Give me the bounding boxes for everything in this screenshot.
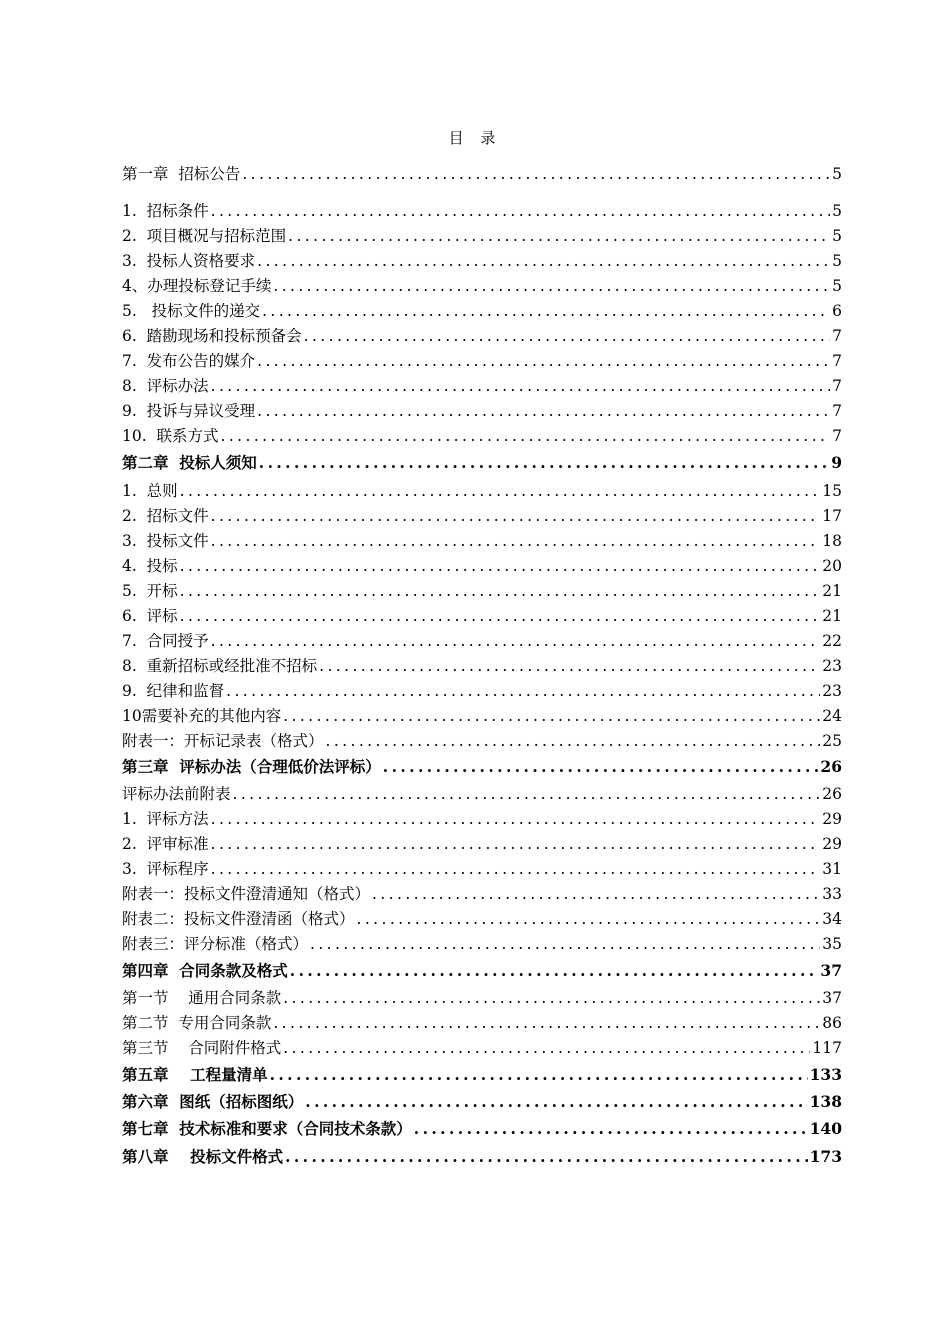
- toc-dot-leader: [211, 530, 821, 552]
- toc-entry[interactable]: [122, 325, 842, 347]
- toc-dot-leader: [257, 350, 830, 372]
- toc-entry-label: 第八章 投标文件格式: [122, 1147, 284, 1166]
- toc-entry-label: 第二章 投标人须知: [122, 453, 257, 472]
- toc-entry-label: 第四章 合同条款及格式: [122, 961, 288, 980]
- toc-entry-label: 第七章 技术标准和要求（合同技术条款）: [122, 1119, 412, 1138]
- toc-entry[interactable]: [122, 833, 842, 855]
- toc-page-number: 26: [822, 785, 842, 803]
- toc-entry[interactable]: [122, 1037, 842, 1059]
- toc-page-number: 5: [832, 202, 842, 220]
- toc-entry-label: 1. 评标方法: [122, 810, 209, 828]
- toc-entry[interactable]: [122, 808, 842, 830]
- toc-dot-leader: [211, 833, 821, 855]
- toc-entry-label: 10需要补充的其他内容: [122, 707, 282, 725]
- toc-dot-leader: [211, 858, 821, 880]
- toc-dot-leader: [273, 1012, 820, 1034]
- toc-page-number: 133: [809, 1065, 842, 1084]
- toc-entry-label: 第一章 招标公告: [122, 165, 241, 183]
- toc-entry-label: 2. 项目概况与招标范围: [122, 227, 287, 245]
- toc-entry-label: 附表一：投标文件澄清通知（格式）: [122, 885, 371, 903]
- toc-page-number: 17: [822, 507, 842, 525]
- toc-page-number: 26: [820, 757, 842, 776]
- toc-dot-leader: [273, 275, 830, 297]
- toc-chapter-entry[interactable]: [122, 960, 842, 982]
- toc-entry-label: 6. 评标: [122, 607, 178, 625]
- toc-chapter-entry[interactable]: [122, 1091, 842, 1113]
- toc-entry-label: 2. 招标文件: [122, 507, 209, 525]
- toc-entry[interactable]: [122, 630, 842, 652]
- toc-entry-label: 9. 投诉与异议受理: [122, 402, 256, 420]
- toc-page-number: 37: [822, 989, 842, 1007]
- toc-entry-label: 5. 开标: [122, 582, 178, 600]
- toc-page-number: 5: [832, 277, 842, 295]
- toc-entry-label: 评标办法前附表: [122, 785, 231, 803]
- toc-entry-label: 3. 投标人资格要求: [122, 252, 256, 270]
- toc-page-number: 24: [822, 707, 842, 725]
- toc-dot-leader: [233, 783, 821, 805]
- toc-entry[interactable]: [122, 375, 842, 397]
- toc-dot-leader: [372, 883, 820, 905]
- toc-entry-label: 4、办理投标登记手续: [122, 277, 272, 295]
- toc-entry-label: 8. 重新招标或经批准不招标: [122, 657, 318, 675]
- toc-page-number: 7: [832, 427, 842, 445]
- toc-entry-label: 7. 合同授予: [122, 632, 209, 650]
- toc-chapter-entry[interactable]: [122, 1118, 842, 1140]
- toc-title: 目 录: [448, 129, 502, 147]
- toc-entry-label: 附表二：投标文件澄清函（格式）: [122, 910, 355, 928]
- toc-entry-label: 6. 踏勘现场和投标预备会: [122, 327, 302, 345]
- toc-dot-leader: [305, 1091, 807, 1113]
- toc-entry-label: 2. 评审标准: [122, 835, 209, 853]
- toc-page-number: 18: [822, 532, 842, 550]
- toc-entry[interactable]: [122, 908, 842, 930]
- toc-entry[interactable]: [122, 783, 842, 805]
- toc-page-number: 7: [832, 352, 842, 370]
- toc-page-number: 7: [832, 402, 842, 420]
- toc-dot-leader: [310, 933, 820, 955]
- toc-entry-label: 第三章 评标办法（合理低价法评标）: [122, 757, 381, 776]
- toc-dot-leader: [283, 987, 820, 1009]
- toc-page-number: 21: [822, 582, 842, 600]
- toc-page-number: 5: [832, 227, 842, 245]
- toc-page-number: 29: [822, 810, 842, 828]
- toc-entry-label: 3. 评标程序: [122, 860, 209, 878]
- toc-entry-label: 第六章 图纸（招标图纸）: [122, 1092, 304, 1111]
- toc-page-number: 138: [809, 1092, 842, 1111]
- toc-chapter-entry[interactable]: [122, 1064, 842, 1086]
- toc-page-number: 140: [809, 1119, 842, 1138]
- toc-dot-leader: [383, 756, 819, 778]
- toc-dot-leader: [285, 1146, 808, 1168]
- toc-page-number: 23: [822, 682, 842, 700]
- toc-page-number: 22: [822, 632, 842, 650]
- toc-entry-label: 附表三：评分标准（格式）: [122, 935, 309, 953]
- toc-dot-leader: [326, 730, 821, 752]
- toc-entry-label: 1. 招标条件: [122, 202, 209, 220]
- toc-entry[interactable]: [122, 200, 842, 222]
- toc-entry[interactable]: [122, 605, 842, 627]
- toc-entry-label: 附表一：开标记录表（格式）: [122, 732, 324, 750]
- toc-entry[interactable]: [122, 530, 842, 552]
- toc-entry[interactable]: [122, 730, 842, 752]
- toc-entry[interactable]: [122, 680, 842, 702]
- toc-dot-leader: [211, 630, 821, 652]
- toc-page-number: 173: [809, 1147, 842, 1166]
- toc-entry[interactable]: [122, 480, 842, 502]
- toc-chapter-entry[interactable]: [122, 452, 842, 474]
- toc-entry-label: 第五章 工程量清单: [122, 1065, 268, 1084]
- toc-page-number: 25: [822, 732, 842, 750]
- toc-page-number: 7: [832, 327, 842, 345]
- toc-entry-label: 9. 纪律和监督: [122, 682, 225, 700]
- toc-dot-leader: [262, 300, 830, 322]
- toc-entry[interactable]: [122, 350, 842, 372]
- toc-entry[interactable]: [122, 250, 842, 272]
- toc-entry-label: 第一节 通用合同条款: [122, 989, 282, 1007]
- toc-dot-leader: [211, 808, 821, 830]
- toc-dot-leader: [259, 452, 829, 474]
- toc-dot-leader: [180, 605, 821, 627]
- toc-entry-label: 8. 评标办法: [122, 377, 209, 395]
- toc-entry[interactable]: [122, 1012, 842, 1034]
- toc-entry[interactable]: [122, 987, 842, 1009]
- toc-page-number: 117: [812, 1039, 842, 1057]
- toc-dot-leader: [319, 655, 820, 677]
- toc-dot-leader: [211, 200, 830, 222]
- toc-entry[interactable]: [122, 555, 842, 577]
- toc-entry-label: 第二节 专用合同条款: [122, 1014, 272, 1032]
- toc-dot-leader: [211, 505, 821, 527]
- toc-entry[interactable]: [122, 858, 842, 880]
- toc-page-number: 7: [832, 377, 842, 395]
- toc-page-number: 15: [822, 482, 842, 500]
- toc-entry-label: 5. 投标文件的递交: [122, 302, 261, 320]
- toc-dot-leader: [180, 580, 821, 602]
- toc-entry[interactable]: [122, 505, 842, 527]
- toc-entry-label: 3. 投标文件: [122, 532, 209, 550]
- toc-page-number: 37: [820, 961, 842, 980]
- toc-entry[interactable]: [122, 400, 842, 422]
- toc-entry-label: 1. 总则: [122, 482, 178, 500]
- toc-entry-label: 第三节 合同附件格式: [122, 1039, 282, 1057]
- toc-page-number: 6: [832, 302, 842, 320]
- toc-dot-leader: [257, 250, 830, 272]
- toc-page-number: 29: [822, 835, 842, 853]
- toc-entry[interactable]: [122, 225, 842, 247]
- toc-dot-leader: [257, 400, 830, 422]
- toc-dot-leader: [270, 1064, 808, 1086]
- toc-dot-leader: [180, 480, 821, 502]
- toc-page-number: 20: [822, 557, 842, 575]
- toc-dot-leader: [226, 680, 820, 702]
- toc-page-number: 5: [832, 165, 842, 183]
- toc-dot-leader: [283, 705, 820, 727]
- toc-page-number: 86: [822, 1014, 842, 1032]
- toc-entry[interactable]: [122, 705, 842, 727]
- toc-page-number: 9: [831, 453, 842, 472]
- toc-dot-leader: [242, 163, 830, 185]
- toc-page-number: 35: [822, 935, 842, 953]
- toc-entry[interactable]: [122, 163, 842, 185]
- toc-dot-leader: [211, 375, 830, 397]
- toc-dot-leader: [221, 425, 831, 447]
- toc-chapter-entry[interactable]: [122, 1146, 842, 1168]
- toc-dot-leader: [288, 225, 830, 247]
- toc-entry[interactable]: [122, 580, 842, 602]
- toc-page-number: 34: [822, 910, 842, 928]
- toc-entry-label: 7. 发布公告的媒介: [122, 352, 256, 370]
- toc-dot-leader: [357, 908, 821, 930]
- toc-entry[interactable]: [122, 883, 842, 905]
- toc-entry-label: 10. 联系方式: [122, 427, 219, 445]
- toc-page-number: 5: [832, 252, 842, 270]
- toc-dot-leader: [414, 1118, 808, 1140]
- toc-page-number: 23: [822, 657, 842, 675]
- toc-page-number: 31: [822, 860, 842, 878]
- toc-entry[interactable]: [122, 425, 842, 447]
- toc-entry[interactable]: [122, 655, 842, 677]
- toc-entry[interactable]: [122, 275, 842, 297]
- toc-dot-leader: [290, 960, 819, 982]
- toc-dot-leader: [304, 325, 830, 347]
- toc-entry-label: 4. 投标: [122, 557, 178, 575]
- toc-dot-leader: [180, 555, 821, 577]
- toc-page-number: 21: [822, 607, 842, 625]
- toc-entry[interactable]: [122, 300, 842, 322]
- toc-page-number: 33: [822, 885, 842, 903]
- toc-dot-leader: [283, 1037, 810, 1059]
- toc-chapter-entry[interactable]: [122, 756, 842, 778]
- toc-entry[interactable]: [122, 933, 842, 955]
